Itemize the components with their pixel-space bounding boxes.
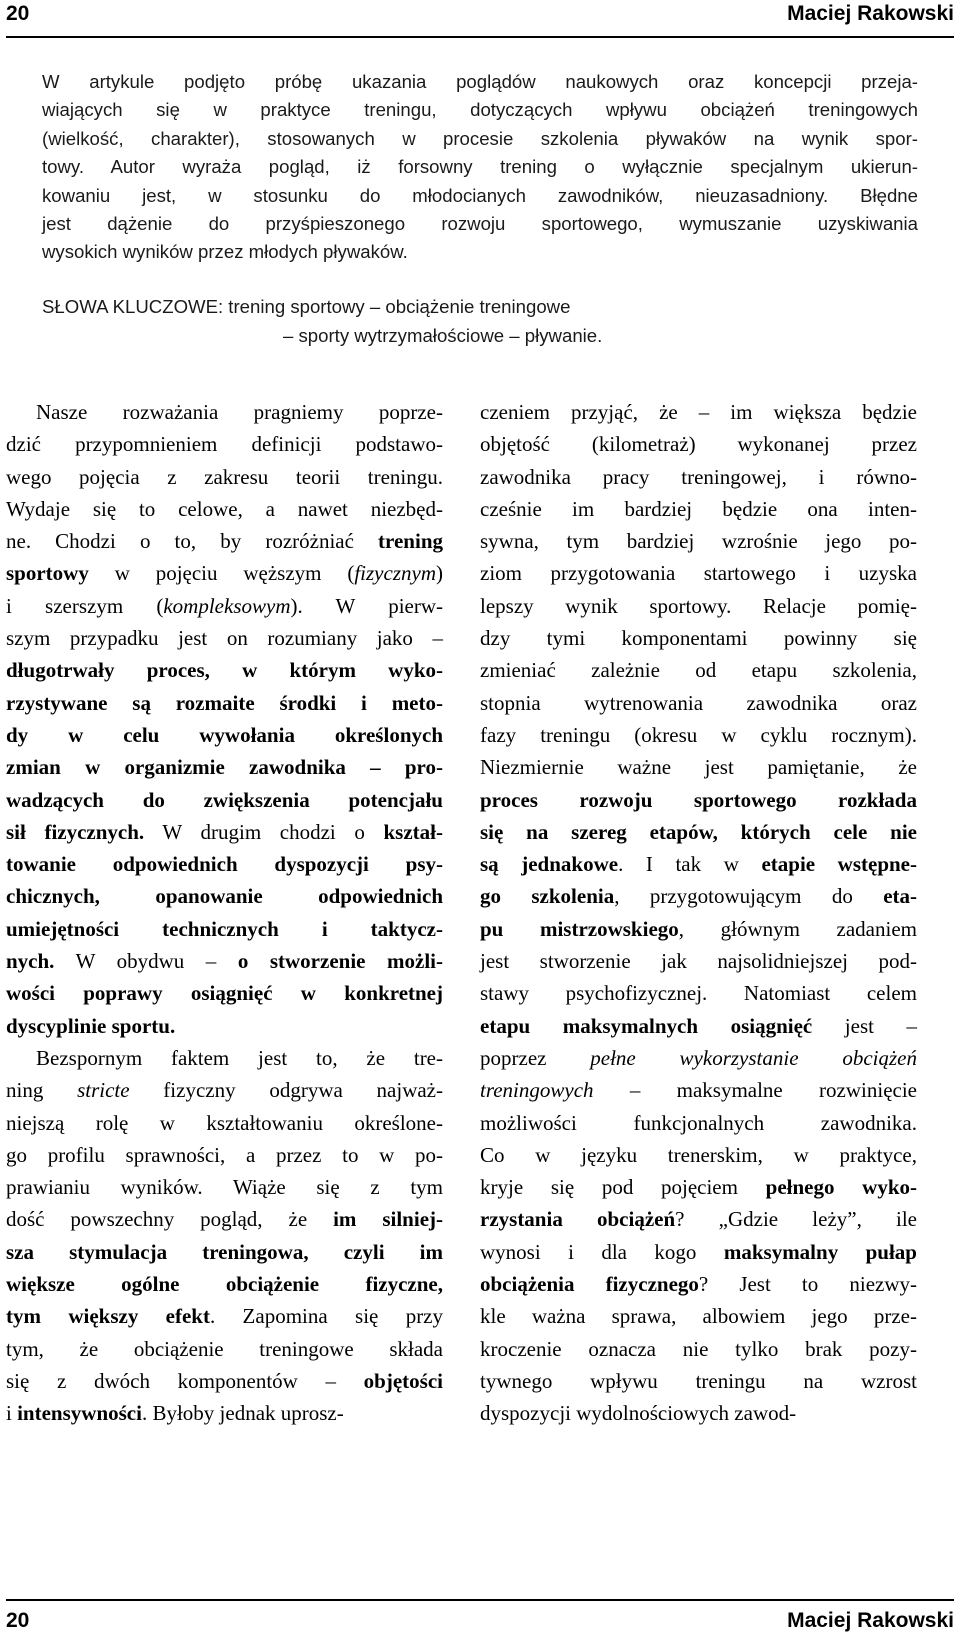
text-segment: się na szereg etapów, których cele nie (480, 819, 917, 844)
text-line (6, 1010, 443, 1042)
text-segment: ning (6, 1078, 78, 1103)
text-segment: rzystania obciążeń (480, 1207, 676, 1232)
text-segment: im silniej- (333, 1207, 443, 1232)
text-segment: w pojęciu węższym ( (88, 561, 355, 586)
text-line (480, 1171, 917, 1203)
text-line (6, 1397, 443, 1429)
text-line (6, 1107, 443, 1139)
text-line (480, 913, 917, 945)
text-segment: pełnego wyko- (765, 1175, 917, 1200)
text-line (6, 1300, 443, 1332)
text-line (6, 945, 443, 977)
text-segment: umiejętności technicznych i taktycz- (6, 916, 443, 941)
text-line (480, 654, 917, 686)
page-footer (6, 1599, 954, 1637)
text-line (6, 1171, 443, 1203)
text-segment: długotrwały proces, w którym wyko- (6, 658, 443, 683)
text-line (480, 1203, 917, 1235)
text-segment: sza stymulacja treningowa, czyli im (6, 1239, 443, 1264)
text-segment: dyscyplinie sportu. (6, 1013, 176, 1038)
text-segment: fizyczny odgrywa najważ- (129, 1078, 443, 1103)
text-line (480, 590, 917, 622)
abstract-line: (wielkość, charakter), stosowanych w procesie szkolenia pływaków na wynik spor- (42, 127, 918, 149)
text-line (480, 880, 917, 912)
abstract-line: jest dążenie do przyśpieszonego rozwoju sportowego, wymuszanie uzyskiwania (42, 213, 918, 235)
text-segment: fazy treningu (okresu w cyklu rocznym). (480, 722, 917, 747)
text-segment: nych. (6, 949, 55, 974)
text-segment: W obydwu – (54, 949, 238, 974)
text-segment: kroczenie oznacza nie tylko brak pozy- (480, 1336, 917, 1361)
text-segment: ziom przygotowania startowego i uzyska (480, 561, 917, 586)
text-line (480, 525, 917, 557)
text-line (480, 719, 917, 751)
text-segment: . Byłoby jednak uprosz- (141, 1401, 344, 1426)
text-segment: maksymalny pułap (723, 1239, 917, 1264)
keywords-line: SŁOWA KLUCZOWE: trening sportowy – obciążenie treningowe (42, 296, 571, 317)
text-line (480, 1300, 917, 1332)
text-line (480, 1236, 917, 1268)
text-segment: prawianiu wyników. Wiąże się z tym (6, 1175, 443, 1200)
text-segment: objętości (363, 1368, 443, 1393)
text-line (6, 525, 443, 557)
text-segment: kle ważna sprawa, albowiem jego prze- (480, 1304, 917, 1329)
text-segment: ? Jest to niezwy- (698, 1272, 917, 1297)
text-segment: dyspozycji wydolnościowych zawod- (480, 1401, 797, 1426)
text-line (480, 1010, 917, 1042)
text-segment: pu mistrzowskiego (480, 916, 679, 941)
text-line (6, 913, 443, 945)
text-segment: obciążenia fizycznego (480, 1272, 699, 1297)
text-segment: dzić przypomnieniem definicji podstawo- (6, 432, 443, 457)
text-line (6, 751, 443, 783)
text-line (6, 493, 443, 525)
text-segment: jest – (812, 1013, 917, 1038)
text-segment: tym większy efekt (6, 1304, 210, 1329)
text-line (6, 687, 443, 719)
text-line (480, 1365, 917, 1397)
text-segment: kształ- (383, 819, 443, 844)
text-segment: , głównym zadaniem (678, 916, 917, 941)
text-line (6, 816, 443, 848)
text-segment: towanie odpowiednich dyspozycji psy- (6, 852, 443, 877)
text-line (480, 1042, 917, 1074)
text-segment: Bezspornym faktem jest to, że tre- (36, 1045, 443, 1070)
text-line (480, 1139, 917, 1171)
footer-author: Maciej Rakowski (787, 1609, 954, 1632)
text-line (6, 784, 443, 816)
text-segment: chicznych, opanowanie odpowiednich (6, 884, 443, 909)
text-line (6, 719, 443, 751)
text-segment: niejszą rolę w kształtowaniu określone- (6, 1110, 443, 1135)
text-line (6, 654, 443, 686)
text-segment: możliwości funkcjonalnych zawodnika. (480, 1110, 917, 1135)
text-segment: wego pojęcia z zakresu teorii treningu. (6, 464, 443, 489)
text-segment: lepszy wynik sportowy. Relacje pomię- (480, 593, 917, 618)
keywords (42, 292, 842, 350)
text-segment: cześnie im bardziej będzie ona inten- (480, 496, 917, 521)
text-line (480, 945, 917, 977)
abstract-line: towy. Autor wyraża pogląd, iż forsowny trening o wyłącznie specjalnym ukierun- (42, 156, 918, 178)
text-line (480, 816, 917, 848)
text-segment: się z dwóch komponentów – (6, 1368, 364, 1393)
text-segment: stopnia wytrenowania zawodnika oraz (480, 690, 917, 715)
text-segment: ). W pierw- (290, 593, 443, 618)
text-segment: etapie wstępne- (761, 852, 917, 877)
text-segment: ) (436, 561, 443, 586)
text-segment: zmian w organizmie zawodnika – pro- (6, 755, 443, 780)
page-header (6, 0, 954, 38)
text-line (6, 428, 443, 460)
text-segment: ne. Chodzi o to, by rozróżniać (6, 529, 379, 554)
text-line (6, 1268, 443, 1300)
header-page-number: 20 (6, 2, 30, 25)
text-segment: tym, że obciążenie treningowe składa (6, 1336, 443, 1361)
text-segment: Co w języku trenerskim, w praktyce, (480, 1142, 917, 1167)
text-line (6, 1074, 443, 1106)
text-line (480, 428, 917, 460)
text-segment: Wydaje się to celowe, a nawet niezbęd- (6, 496, 443, 521)
text-segment: zmieniać zależnie od etapu szkolenia, (480, 658, 917, 683)
text-line (480, 977, 917, 1009)
text-segment: sywna, tym bardziej wzrośnie jego po- (480, 529, 917, 554)
text-segment: eta- (883, 884, 918, 909)
text-line (6, 396, 443, 428)
text-segment: jest stworzenie jak najsolidniejszej pod- (480, 949, 917, 974)
text-line (480, 461, 917, 493)
text-segment: pełne wykorzystanie obciążeń (590, 1045, 917, 1070)
text-segment: , przygotowującym do (614, 884, 884, 909)
text-line (6, 1365, 443, 1397)
text-line (6, 1236, 443, 1268)
text-line (6, 622, 443, 654)
text-line (6, 977, 443, 1009)
header-author: Maciej Rakowski (787, 2, 954, 25)
text-line (6, 1333, 443, 1365)
text-segment: . Zapomina się przy (209, 1304, 444, 1329)
text-line (480, 1074, 917, 1106)
text-line (480, 848, 917, 880)
text-segment: objętość (kilometraż) wykonanej przez (480, 432, 917, 457)
text-line (6, 880, 443, 912)
text-segment: W drugim chodzi o (144, 819, 384, 844)
text-line (480, 622, 917, 654)
text-segment: są jednakowe (480, 852, 619, 877)
text-segment: zawodnika pracy treningowej, i równo- (480, 464, 917, 489)
text-segment: . I tak w (618, 852, 762, 877)
text-segment: szym przypadku jest on rozumiany jako – (6, 626, 443, 651)
text-segment: kryje się pod pojęciem (480, 1175, 766, 1200)
text-segment: poprzez (480, 1045, 591, 1070)
text-segment: tywnego wpływu treningu na wzrost (480, 1368, 917, 1393)
text-line (6, 461, 443, 493)
text-segment: Niezmiernie ważne jest pamiętanie, że (480, 755, 917, 780)
text-line (480, 1397, 917, 1429)
text-segment: treningowych (480, 1078, 594, 1103)
text-segment: trening (378, 529, 443, 554)
text-segment: dy w celu wywołania określonych (6, 722, 443, 747)
footer-page-number: 20 (6, 1609, 30, 1632)
text-segment: Nasze rozważania pragniemy poprze- (36, 400, 443, 424)
text-line (480, 751, 917, 783)
text-segment: dość powszechny pogląd, że (6, 1207, 334, 1232)
text-segment: sportowy (6, 561, 89, 586)
text-segment: fizycznym (354, 561, 436, 586)
text-line (6, 557, 443, 589)
text-line (480, 396, 917, 428)
text-line (480, 1333, 917, 1365)
text-segment: i szerszym ( (6, 593, 164, 618)
text-segment: stricte (77, 1078, 130, 1103)
text-line (480, 1268, 917, 1300)
text-segment: większe ogólne obciążenie fizyczne, (6, 1272, 443, 1297)
text-line (6, 1042, 443, 1074)
body-column-right (480, 396, 917, 1430)
text-segment: wadzących do zwiększenia potencjału (6, 787, 443, 812)
abstract (42, 68, 918, 267)
abstract-line: wysokich wyników przez młodych pływaków. (42, 241, 408, 263)
text-line (480, 784, 917, 816)
text-line (6, 1139, 443, 1171)
text-line (6, 1203, 443, 1235)
text-segment: dzy tymi komponentami powinny się (480, 626, 917, 651)
text-segment: o stworzenie możli- (237, 949, 443, 974)
text-segment: etapu maksymalnych osiągnięć (480, 1013, 813, 1038)
text-line (480, 493, 917, 525)
abstract-line: W artykule podjęto próbę ukazania poglądów naukowych oraz koncepcji przeja- (42, 71, 918, 92)
body-column-left (6, 396, 443, 1430)
text-segment: rzystywane są rozmaite środki i meto- (6, 690, 443, 715)
text-segment: ? „Gdzie leży”, ile (675, 1207, 917, 1232)
text-segment: – maksymalne rozwinięcie (593, 1078, 917, 1103)
text-segment: go profilu sprawności, a przez to w po- (6, 1142, 443, 1167)
text-segment: wynosi i dla kogo (480, 1239, 724, 1264)
text-line (480, 687, 917, 719)
text-segment: i (6, 1401, 18, 1426)
text-segment: proces rozwoju sportowego rozkłada (480, 787, 917, 812)
text-segment: intensywności (17, 1401, 142, 1426)
abstract-line: wiających się w praktyce treningu, dotyczących wpływu obciążeń treningowych (42, 99, 918, 121)
text-segment: stawy psychofizycznej. Natomiast celem (480, 981, 917, 1006)
text-line (480, 557, 917, 589)
keywords-line: – sporty wytrzymałościowe – pływanie. (283, 325, 603, 346)
text-segment: czeniem przyjąć, że – im większa będzie (480, 400, 917, 424)
abstract-line: kowaniu jest, w stosunku do młodocianych zawodników, nieuzasadniony. Błędne (42, 184, 918, 206)
text-segment: kompleksowym (163, 593, 291, 618)
text-segment: wości poprawy osiągnięć w konkretnej (6, 981, 443, 1006)
text-line (6, 848, 443, 880)
text-line (6, 590, 443, 622)
text-line (480, 1107, 917, 1139)
text-segment: go szkolenia (480, 884, 615, 909)
text-segment: sił fizycznych. (6, 819, 145, 844)
